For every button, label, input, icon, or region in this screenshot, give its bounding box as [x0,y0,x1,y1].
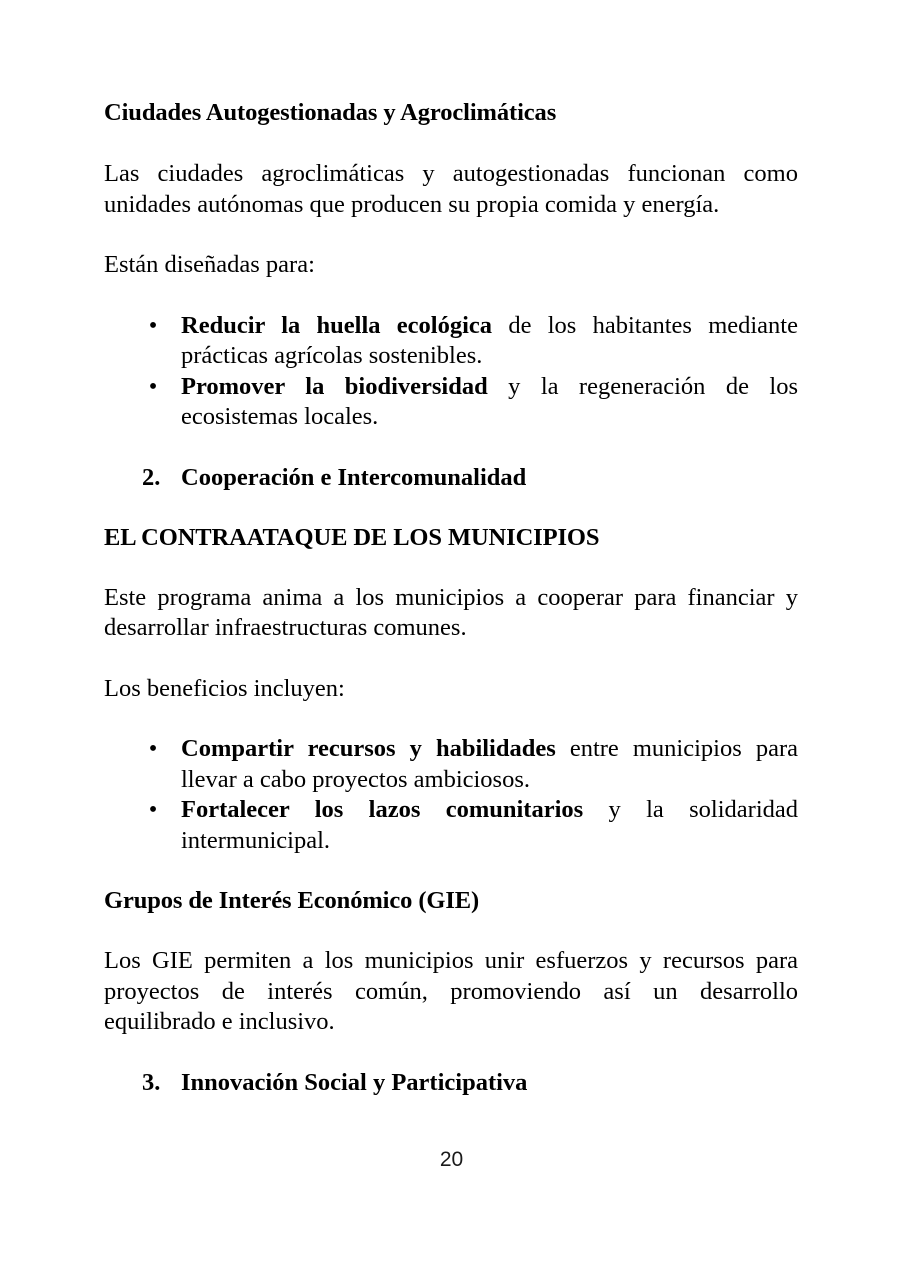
bullet-list-beneficios [104,734,798,856]
list-item-lead: Compartir recursos y habilidades [181,735,556,762]
bullet-icon: • [148,372,158,400]
page-content [104,98,798,1098]
bullet-list-ciudades [104,311,798,433]
list-item [104,795,798,856]
spacer [104,856,798,886]
list-item-text: de los habitantes mediante prácticas agrícolas sostenibles. [181,311,798,369]
spacer [104,704,798,734]
list-item [104,463,798,493]
heading-ciudades-autogestionadas: Ciudades Autogestionadas y Agroclimáticas [104,99,557,126]
spacer [104,644,798,674]
list-item [104,311,798,372]
spacer [104,553,798,583]
spacer [104,916,798,946]
list-item [104,1068,798,1098]
heading-contraataque-municipios: EL CONTRAATAQUE DE LOS MUNICIPIOS [104,523,600,551]
spacer [104,433,798,463]
list-number: 2. [142,463,161,491]
bullet-icon: • [148,796,158,823]
paragraph-programa-municipios: Este programa anima a los municipios a cooperar para financiar y desarrollar infraestructuras comunes. [104,583,798,641]
paragraph-ciudades-agroclimaticas: Las ciudades agroclimáticas y autogestionadas funcionan como unidades autónomas que producen su propia comida y energía. [104,160,798,218]
paragraph-gie: Los GIE permiten a los municipios unir esfuerzos y recursos para proyectos de interés común, promoviendo así un desarrollo equilibrado e inclusivo. [104,947,798,1035]
list-number: 3. [142,1068,161,1096]
list-item-lead: Promover la biodiversidad [181,372,488,400]
bullet-icon: • [148,735,158,762]
list-item-lead: Fortalecer los lazos comunitarios [181,796,584,823]
list-item-text: y la regeneración de los ecosistemas locales. [181,372,798,430]
bullet-icon: • [148,311,158,339]
list-item-text: entre municipios para llevar a cabo proyectos ambiciosos. [181,735,798,793]
numbered-heading-cooperacion [104,463,798,493]
spacer [104,493,798,523]
list-item-label: Cooperación e Intercomunalidad [181,463,527,491]
list-item-label: Innovación Social y Participativa [181,1068,528,1096]
numbered-heading-innovacion [104,1068,798,1098]
list-item-lead: Reducir la huella ecológica [181,311,493,339]
spacer [104,281,798,311]
list-item [104,734,798,795]
spacer [104,220,798,250]
list-item [104,372,798,433]
list-item-text: y la solidaridad intermunicipal. [181,796,798,854]
spacer [104,1038,798,1068]
paragraph-estan-disenadas: Están diseñadas para: [104,251,315,278]
page-number: 20 [439,1148,464,1171]
paragraph-beneficios-incluyen: Los beneficios incluyen: [104,674,345,702]
spacer [104,128,798,159]
heading-grupos-interes-economico: Grupos de Interés Económico (GIE) [104,887,480,914]
